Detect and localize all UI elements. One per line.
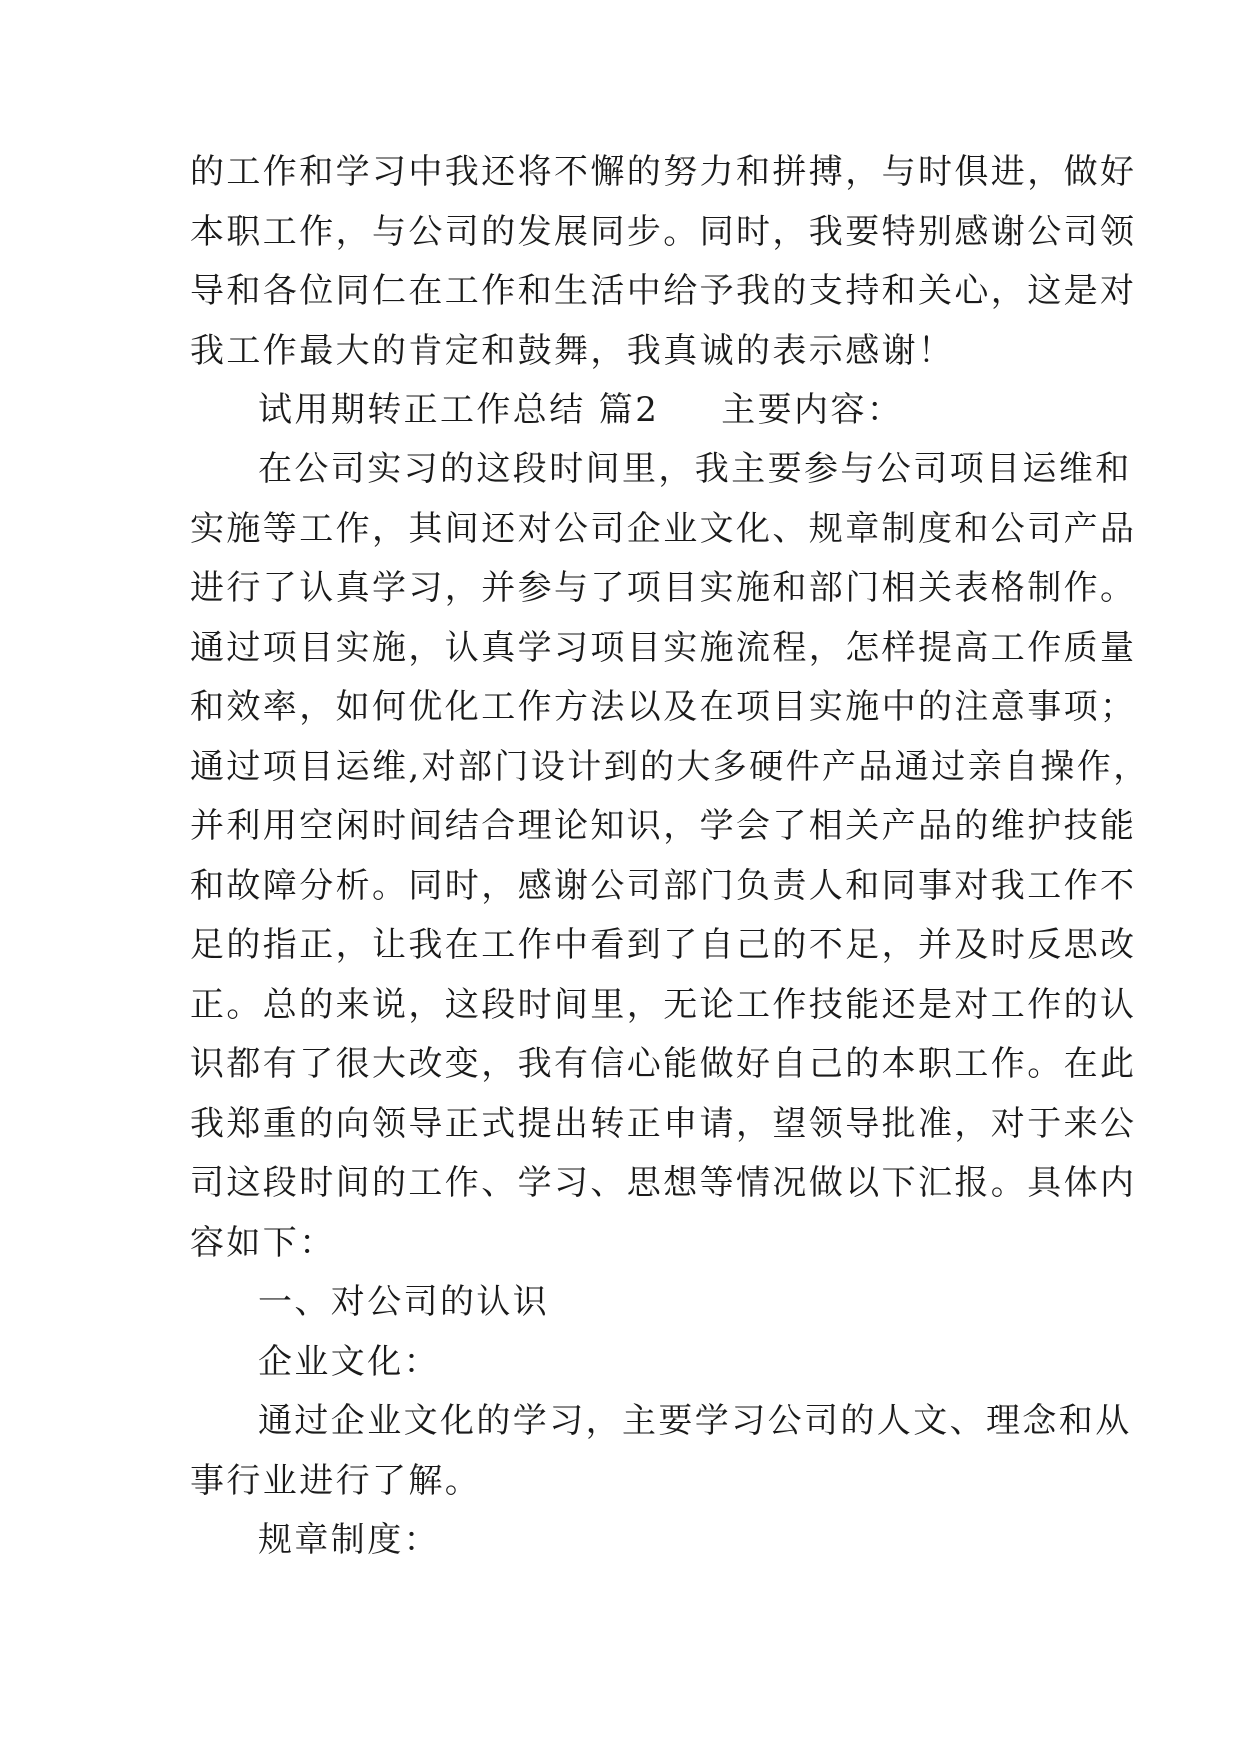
subsection-heading: 企业文化： (258, 1342, 440, 1382)
text-line: 的工作和学习中我还将不懈的努力和拼搏，与时俱进，做好 (190, 152, 1137, 192)
text-line: 并利用空闲时间结合理论知识，学会了相关产品的维护技能 (190, 806, 1137, 846)
section-title: 试用期转正工作总结 篇2 (258, 390, 660, 430)
text-line: 事行业进行了解。 (190, 1461, 482, 1501)
text-line: 足的指正，让我在工作中看到了自己的不足，并及时反思改 (190, 925, 1137, 965)
text-line: 识都有了很大改变，我有信心能做好自己的本职工作。在此 (190, 1044, 1137, 1084)
text-line: 我工作最大的肯定和鼓舞，我真诚的表示感谢！ (190, 331, 955, 371)
text-line: 通过企业文化的学习，主要学习公司的人文、理念和从 (258, 1401, 1132, 1441)
text-line: 通过项目运维,对部门设计到的大多硬件产品通过亲自操作， (190, 747, 1150, 787)
section-subtitle: 主要内容： (721, 390, 904, 430)
text-line: 在公司实习的这段时间里，我主要参与公司项目运维和 (258, 449, 1132, 489)
text-line: 导和各位同仁在工作和生活中给予我的支持和关心，这是对 (190, 271, 1137, 311)
text-line: 和效率，如何优化工作方法以及在项目实施中的注意事项； (190, 687, 1137, 727)
subsection-heading: 规章制度： (258, 1520, 440, 1560)
section-heading (258, 388, 1138, 432)
section-heading: 一、对公司的认识 (258, 1282, 550, 1322)
text-line: 正。总的来说，这段时间里，无论工作技能还是对工作的认 (190, 985, 1137, 1025)
text-line: 本职工作，与公司的发展同步。同时，我要特别感谢公司领 (190, 212, 1137, 252)
text-line: 实施等工作，其间还对公司企业文化、规章制度和公司产品 (190, 509, 1137, 549)
text-line: 容如下： (190, 1223, 336, 1263)
text-line: 进行了认真学习，并参与了项目实施和部门相关表格制作。 (190, 568, 1137, 608)
text-line: 我郑重的向领导正式提出转正申请，望领导批准，对于来公 (190, 1104, 1137, 1144)
text-line: 司这段时间的工作、学习、思想等情况做以下汇报。具体内 (190, 1163, 1137, 1203)
text-line: 和故障分析。同时，感谢公司部门负责人和同事对我工作不 (190, 866, 1137, 906)
text-line: 通过项目实施，认真学习项目实施流程，怎样提高工作质量 (190, 628, 1137, 668)
